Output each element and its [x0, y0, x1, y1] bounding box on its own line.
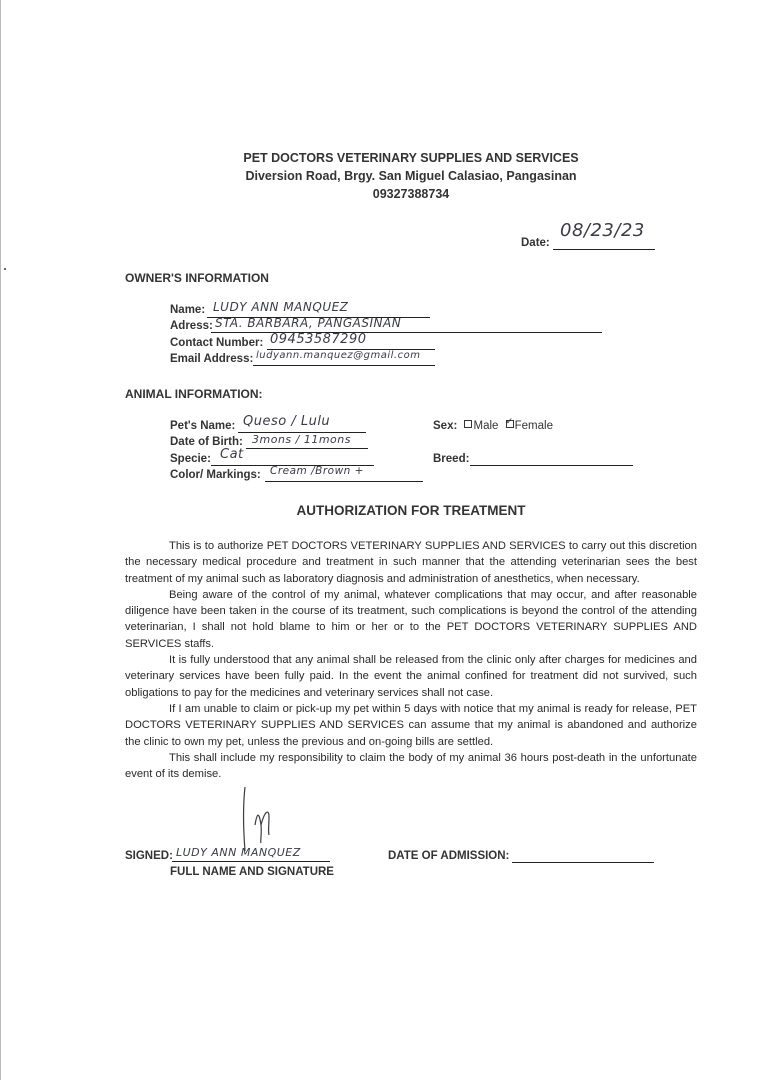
admission-label: DATE OF ADMISSION: [388, 850, 510, 862]
business-address: Diversion Road, Brgy. San Miguel Calasiao, Pangasinan [245, 169, 577, 183]
signature-caption: FULL NAME AND SIGNATURE [170, 866, 334, 878]
specie-value: Cat [220, 447, 244, 462]
pet-name-label: Pet's Name: [170, 420, 236, 432]
scan-edge-mark [4, 268, 6, 270]
female-option: Female [514, 420, 553, 432]
business-phone: 09327388734 [372, 187, 450, 201]
authorization-body [125, 538, 697, 782]
dob-value: 3mons / 11mons [252, 433, 351, 446]
authorization-title: AUTHORIZATION FOR TREATMENT [296, 503, 526, 518]
female-checkbox-icon: ✓ [505, 416, 514, 426]
authorization-paragraph: If I am unable to claim or pick-up my pet within 5 days with notice that my animal is ready for release, PET DOCTORS VETERINARY SUPPLIES AND SERVICES can assume that my animal is abandoned and authorize the clinic to own my pet, unless the previous and on-going bills are settled. [125, 702, 697, 748]
animal-heading: ANIMAL INFORMATION: [125, 387, 263, 401]
dob-line [246, 448, 368, 449]
owner-heading: OWNER'S INFORMATION [125, 271, 269, 285]
owner-email-value: ludyann.manquez@gmail.com [256, 350, 421, 361]
sex-label-text: Sex: [433, 420, 458, 432]
signed-name-value: LUDY ANN MANQUEZ [176, 846, 301, 859]
authorization-paragraph: This is to authorize PET DOCTORS VETERINARY SUPPLIES AND SERVICES to carry out this discretion the necessary medical procedure and treatment in such manner that the attending veterinarian sees the best treatment of my animal such as laboratory diagnosis and administration of anesthetics, when necessary. [125, 540, 697, 585]
signed-label: SIGNED: [125, 850, 173, 862]
date-label: Date: [521, 237, 550, 249]
male-checkbox-icon [464, 420, 472, 428]
authorization-paragraph: This shall include my responsibility to claim the body of my animal 36 hours post-death in the unfortunate event of its demise. [125, 751, 697, 781]
date-value: 08/23/23 [560, 220, 645, 241]
handwritten-signature [235, 785, 305, 855]
breed-label: Breed: [433, 453, 470, 465]
owner-name-value: LUDY ANN MANQUEZ [213, 300, 349, 314]
owner-contact-value: 09453587290 [270, 332, 367, 347]
color-markings-line [265, 481, 423, 482]
owner-name-label: Name: [170, 304, 206, 316]
signed-line [172, 861, 330, 862]
color-markings-label: Color/ Markings: [170, 469, 261, 481]
breed-line [470, 465, 633, 466]
owner-contact-label: Contact Number: [170, 337, 264, 349]
dob-label: Date of Birth: [170, 436, 243, 448]
admission-line [512, 862, 654, 863]
sex-label [433, 416, 553, 432]
business-name: PET DOCTORS VETERINARY SUPPLIES AND SERVICES [243, 151, 579, 165]
owner-address-value: STA. BARBARA, PANGASINAN [215, 316, 402, 330]
authorization-paragraph: It is fully understood that any animal shall be released from the clinic only after charges for medicines and veterinary services have been fully paid. In the event the animal confined for treatment did not survived, such obligations to pay for the medicines and veterinary services shall not case. [125, 654, 697, 699]
authorization-paragraph: Being aware of the control of my animal, whatever complications that may occur, and after reasonable diligence have been taken in the course of its treatment, such complications is beyond the control of the attending veterinarian, I shall not hold blame to him or her or to the PET DOCTORS VETERINARY SUPPLIES AND SERVICES staffs. [125, 588, 697, 650]
color-markings-value: Cream /Brown + [270, 465, 364, 477]
owner-email-label: Email Address: [170, 353, 254, 365]
pet-name-value: Queso / Lulu [243, 414, 331, 429]
owner-address-label: Adress: [170, 320, 213, 332]
owner-email-line [253, 365, 435, 366]
specie-label: Specie: [170, 453, 211, 465]
date-line [553, 249, 655, 250]
male-option: Male [473, 420, 499, 432]
